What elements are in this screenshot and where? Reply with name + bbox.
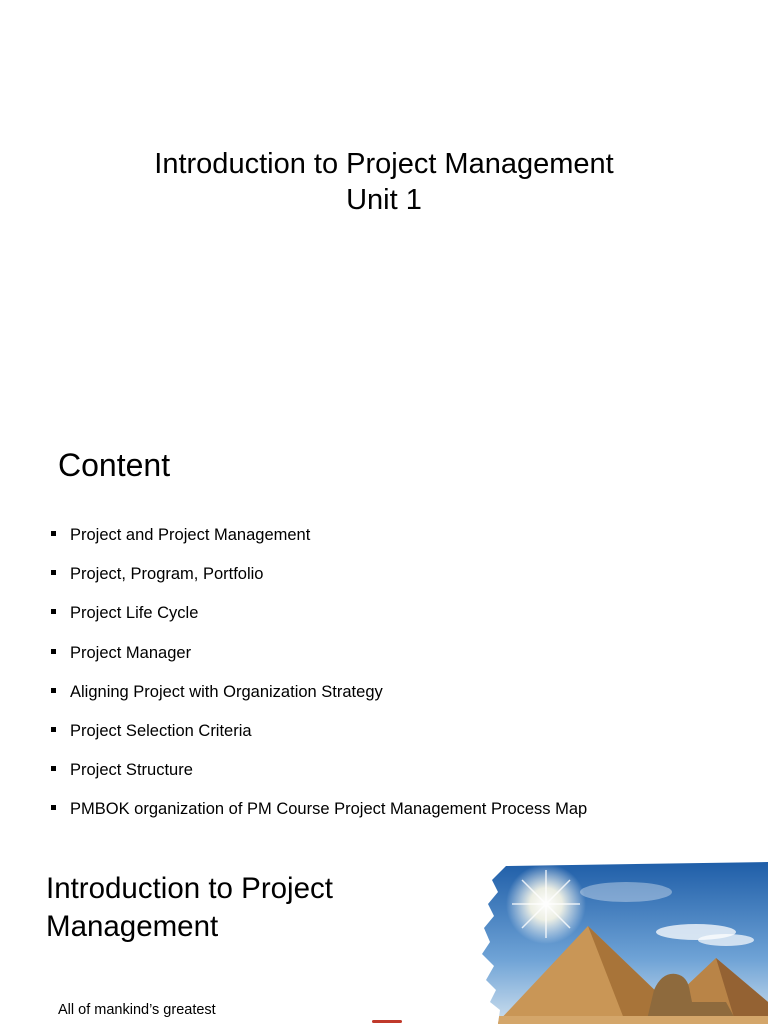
bullet-square-icon — [51, 531, 56, 536]
introduction-heading: Introduction to Project Management — [46, 872, 333, 943]
list-item-text: Project and Project Management — [70, 526, 311, 544]
introduction-body: All of mankind’s greatest — [58, 1002, 216, 1018]
list-item-text: Project Selection Criteria — [70, 721, 252, 740]
unit-label: Unit 1 — [346, 184, 422, 216]
bullet-square-icon — [51, 570, 56, 575]
list-item — [48, 713, 587, 752]
bullet-square-icon — [51, 766, 56, 771]
content-list — [48, 517, 587, 831]
list-item — [48, 517, 587, 556]
slide-title — [0, 0, 768, 420]
list-item-text: Project, Program, Portfolio — [70, 565, 264, 584]
bullet-square-icon — [51, 688, 56, 693]
slide-introduction — [0, 860, 768, 1024]
bullet-square-icon — [51, 649, 56, 654]
bullet-square-icon — [51, 805, 56, 810]
content-heading: Content — [58, 447, 171, 483]
list-item-text: PMBOK organization of PM Course Project Management Process Map — [70, 800, 588, 819]
list-item — [48, 752, 587, 791]
bullet-square-icon — [51, 727, 56, 732]
list-item — [48, 635, 587, 674]
slide-title-text — [0, 146, 768, 218]
list-item — [48, 791, 587, 830]
list-item — [48, 595, 587, 634]
list-item-text: Aligning Project with Organization Strategy — [70, 682, 383, 701]
list-item — [48, 556, 587, 595]
bullet-square-icon — [51, 609, 56, 614]
presentation-title: Introduction to Project Management — [154, 148, 614, 180]
pyramids-photo — [476, 862, 768, 1024]
list-item-text: Project Structure — [70, 761, 193, 780]
slide-content — [0, 420, 768, 860]
accent-stroke — [372, 1020, 402, 1023]
list-item-text: Project Manager — [70, 643, 192, 662]
list-item-text: Project Life Cycle — [70, 604, 199, 623]
list-item — [48, 674, 587, 713]
